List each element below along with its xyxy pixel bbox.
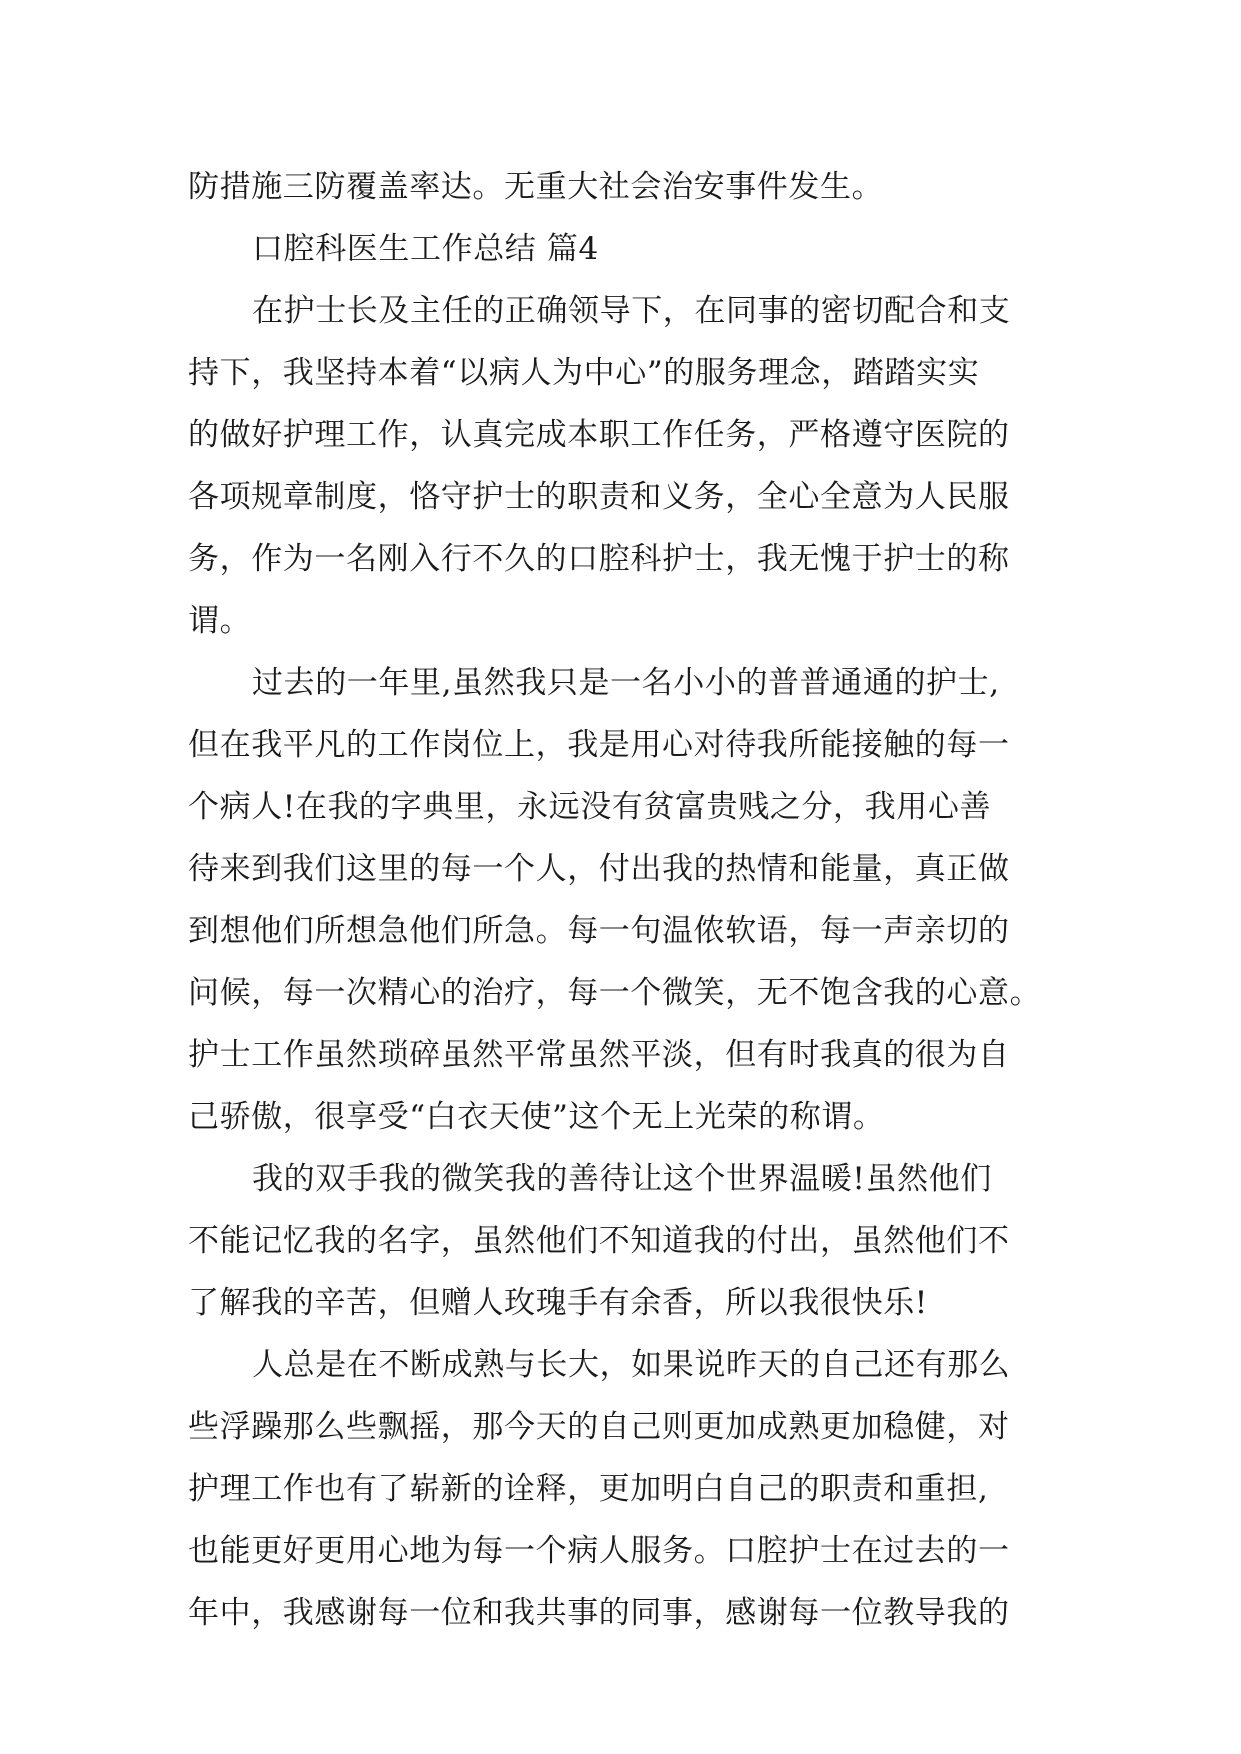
text-line: 务，作为一名刚入行不久的口腔科护士，我无愧于护士的称 xyxy=(188,541,1010,577)
text-line: 己骄傲，很享受“白衣天使”这个无上光荣的称谓。 xyxy=(188,1099,885,1135)
text-line: 人总是在不断成熟与长大，如果说昨天的自己还有那么 xyxy=(252,1347,1011,1383)
text-line: 些浮躁那么些飘摇，那今天的自己则更加成熟更加稳健，对 xyxy=(188,1409,1010,1445)
text-line: 到想他们所想急他们所急。每一句温侬软语，每一声亲切的 xyxy=(188,913,1010,949)
text-line: 我的双手我的微笑我的善待让这个世界温暖!虽然他们 xyxy=(252,1161,992,1197)
text-line: 防措施三防覆盖率达。无重大社会治安事件发生。 xyxy=(188,169,884,205)
text-line: 谓。 xyxy=(188,603,252,639)
text-line: 问候，每一次精心的治疗，每一个微笑，无不饱含我的心意。 xyxy=(188,975,1042,1011)
section-heading: 口腔科医生工作总结 篇4 xyxy=(252,231,599,267)
text-line: 各项规章制度，恪守护士的职责和义务，全心全意为人民服 xyxy=(188,479,1010,515)
text-line: 护士工作虽然琐碎虽然平常虽然平淡，但有时我真的很为自 xyxy=(188,1037,1010,1073)
text-line: 不能记忆我的名字，虽然他们不知道我的付出，虽然他们不 xyxy=(188,1223,1010,1259)
text-line: 护理工作也有了崭新的诠释，更加明白自己的职责和重担, xyxy=(188,1471,989,1507)
document-page xyxy=(188,156,1048,1644)
text-line: 待来到我们这里的每一个人，付出我的热情和能量，真正做 xyxy=(188,851,1010,887)
text-line: 也能更好更用心地为每一个病人服务。口腔护士在过去的一 xyxy=(188,1533,1010,1569)
text-line: 个病人!在我的字典里，永远没有贫富贵贱之分，我用心善 xyxy=(188,789,992,825)
text-line: 但在我平凡的工作岗位上，我是用心对待我所能接触的每一 xyxy=(188,727,1010,763)
text-line: 年中，我感谢每一位和我共事的同事，感谢每一位教导我的 xyxy=(188,1595,1010,1631)
text-line: 了解我的辛苦，但赠人玫瑰手有余香，所以我很快乐! xyxy=(188,1285,928,1321)
text-line: 的做好护理工作，认真完成本职工作任务，严格遵守医院的 xyxy=(188,417,1010,453)
text-line: 过去的一年里,虽然我只是一名小小的普普通通的护士, xyxy=(252,665,1000,701)
text-line: 持下，我坚持本着“以病人为中心”的服务理念，踏踏实实 xyxy=(188,355,980,391)
text-line: 在护士长及主任的正确领导下，在同事的密切配合和支 xyxy=(252,293,1011,329)
